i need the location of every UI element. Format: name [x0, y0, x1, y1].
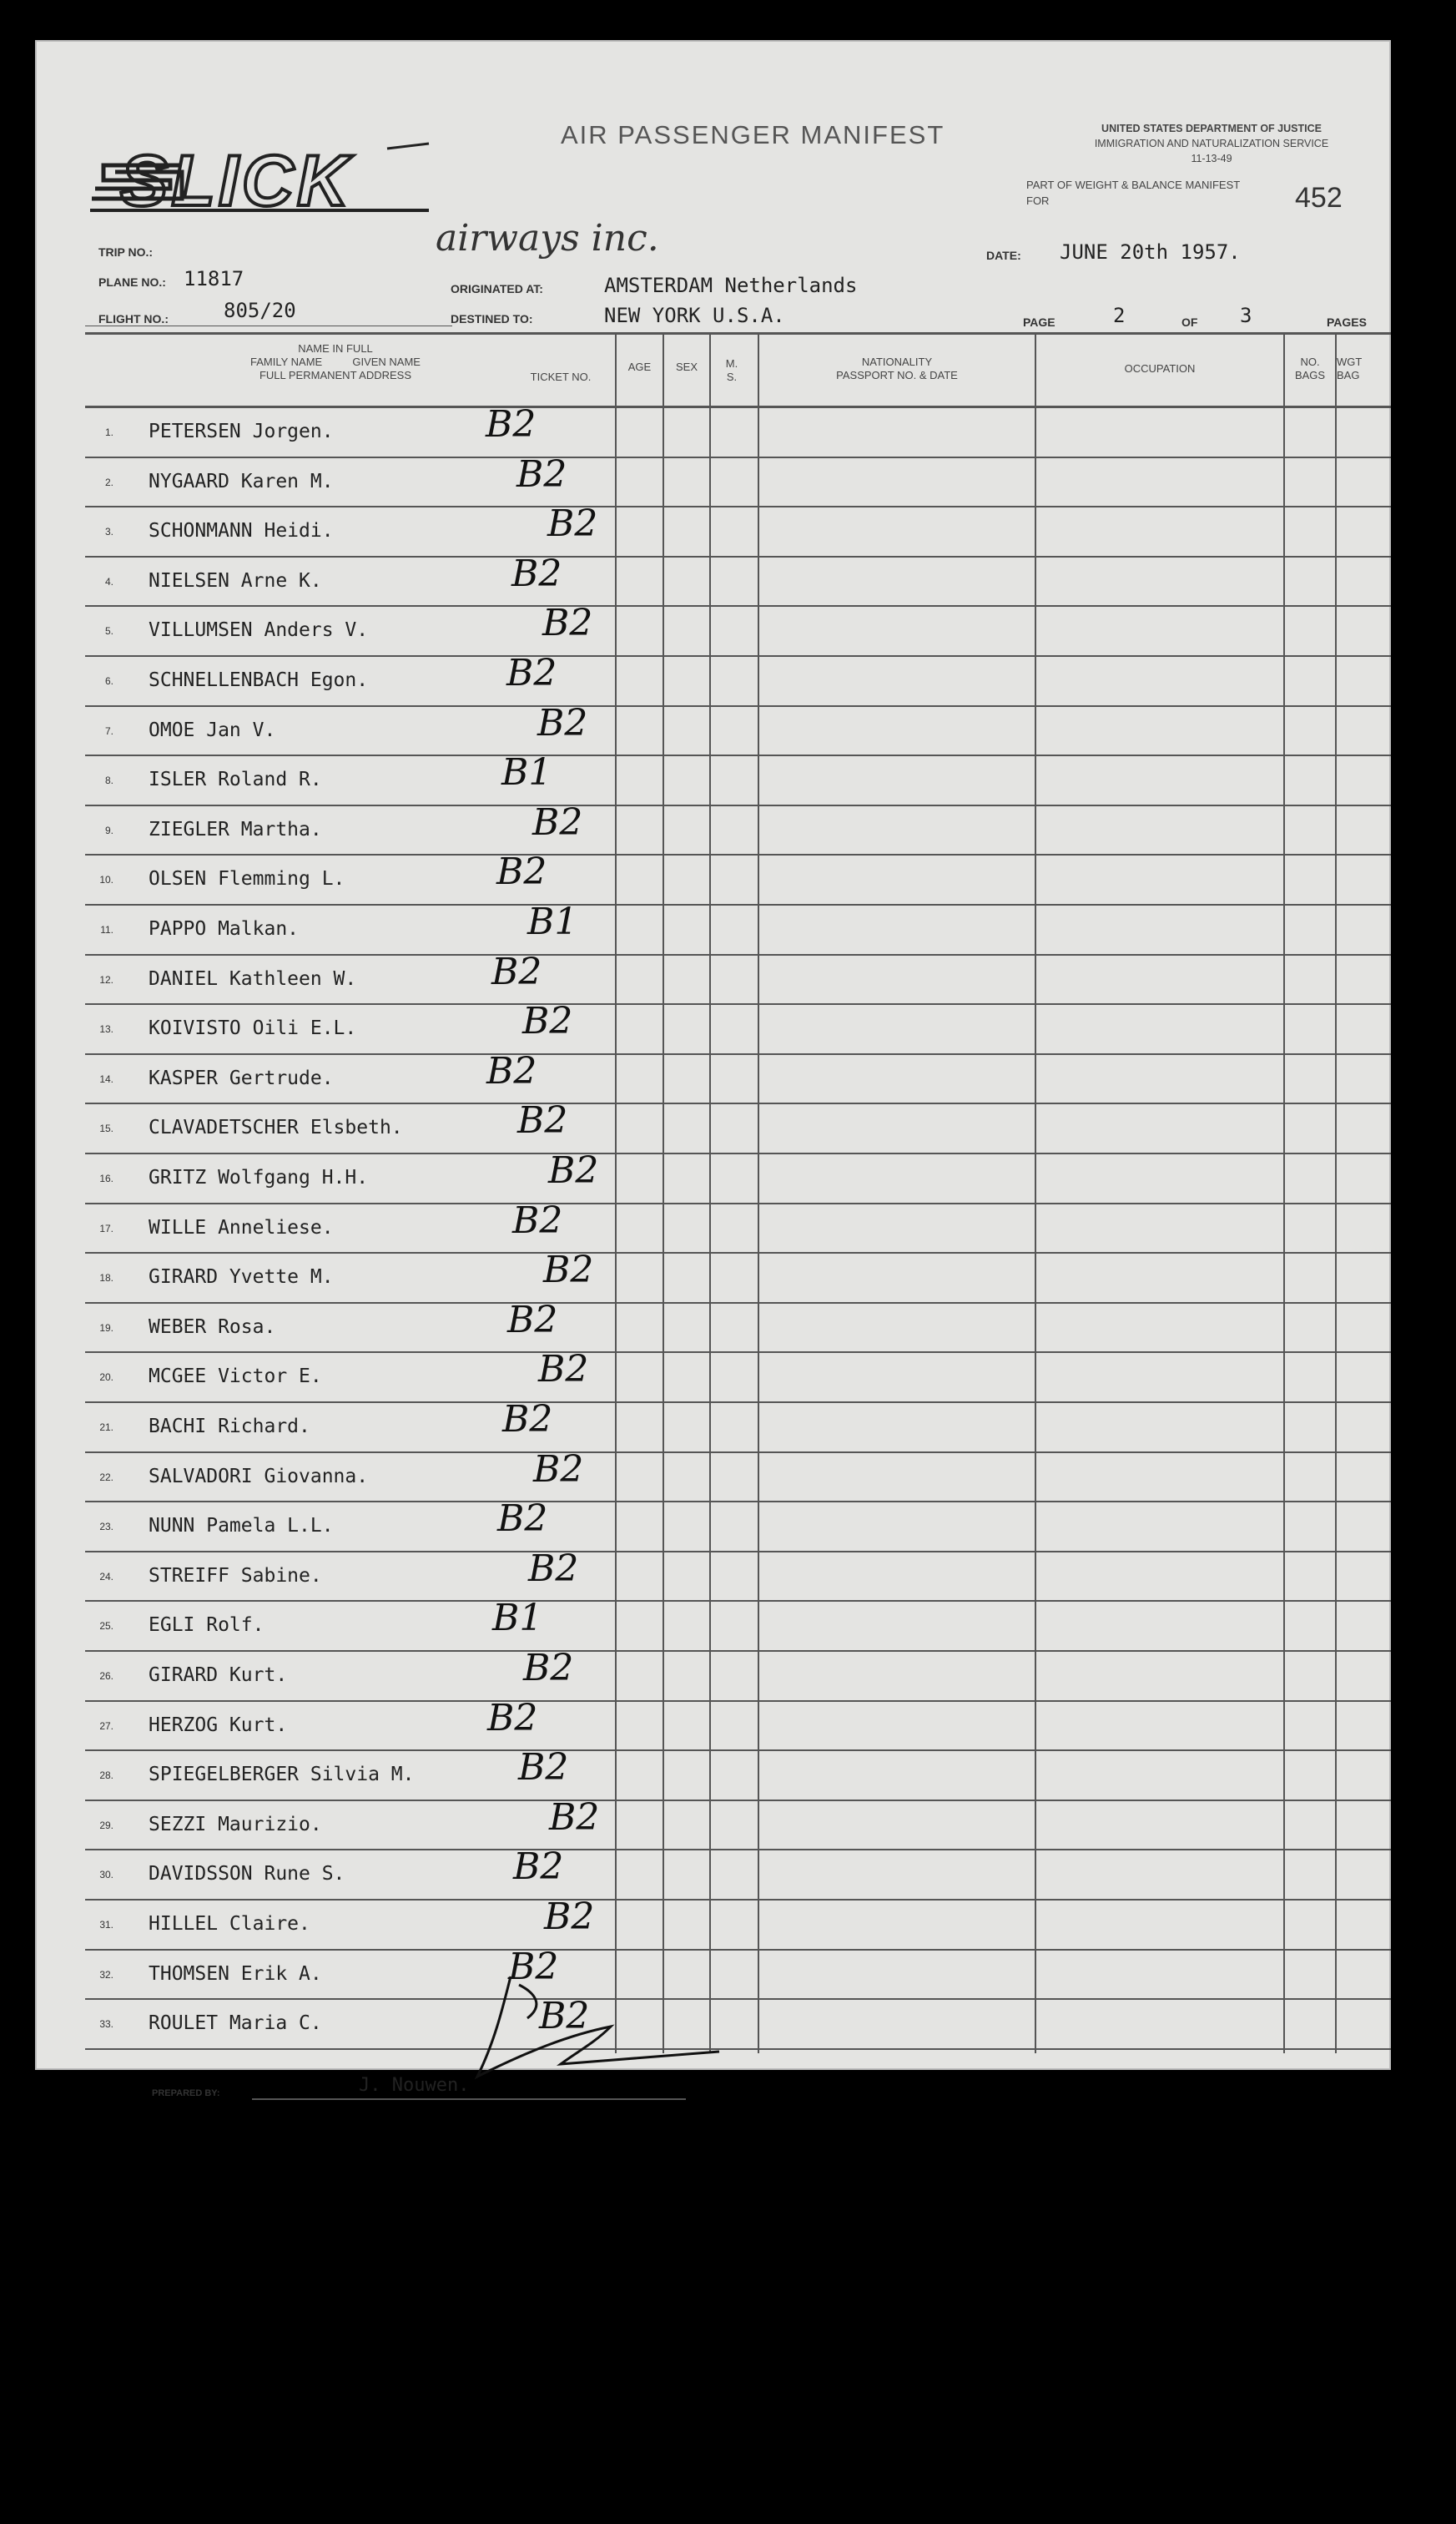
header-wgt [1337, 356, 1388, 382]
table-row [35, 452, 1391, 508]
row-number: 15. [99, 1123, 113, 1135]
passenger-name: DANIEL Kathleen W. [149, 967, 357, 990]
row-number: 26. [99, 1670, 113, 1682]
row-number: 7. [104, 724, 113, 737]
row-number: 3. [104, 526, 113, 538]
table-row [35, 1746, 1391, 1801]
ticket-handwritten: B2 [497, 1497, 548, 1541]
row-number: 1. [104, 427, 113, 438]
ticket-handwritten: B1 [501, 751, 552, 795]
header-nationality-line2: PASSPORT NO. & DATE [836, 369, 958, 381]
table-row [35, 800, 1391, 856]
row-number: 25. [99, 1620, 113, 1633]
row-number: 31. [99, 1919, 113, 1931]
ticket-handwritten: B2 [507, 1298, 558, 1341]
ticket-handwritten: B2 [544, 1896, 595, 1938]
table-row [35, 901, 1391, 956]
table-row [35, 1497, 1391, 1552]
form-date: 11-13-49 [1191, 153, 1232, 164]
passenger-name: KOIVISTO Oili E.L. [149, 1017, 357, 1040]
row-number: 16. [99, 1173, 113, 1184]
row-number: 6. [104, 675, 113, 687]
ticket-handwritten: B1 [527, 901, 578, 943]
passenger-name: PAPPO Malkan. [149, 918, 300, 940]
passenger-name: ISLER Roland R. [149, 769, 322, 791]
row-number: 24. [99, 1570, 113, 1583]
table-row [35, 950, 1391, 1006]
of-value: 3 [1240, 304, 1252, 327]
ticket-handwritten: B2 [547, 502, 598, 546]
row-number: 30. [99, 1869, 113, 1881]
ticket-handwritten: B2 [537, 701, 588, 745]
row-number: 19. [99, 1321, 113, 1334]
row-number: 18. [99, 1272, 113, 1285]
passenger-name: VILLUMSEN Anders V. [149, 619, 369, 642]
passenger-name: CLAVADETSCHER Elsbeth. [149, 1117, 403, 1139]
ticket-handwritten: B2 [508, 1945, 559, 1988]
flight-label: FLIGHT NO.: [98, 312, 169, 326]
prepared-underline [252, 2098, 686, 2100]
prepared-label: PREPARED BY: [152, 2088, 220, 2098]
date-label: DATE: [986, 249, 1021, 262]
ticket-handwritten: B2 [518, 1746, 569, 1790]
row-number: 14. [99, 1073, 113, 1085]
table-row [35, 1896, 1391, 1951]
form-title: AIR PASSENGER MANIFEST [561, 120, 945, 149]
carrier-script: airways inc. [436, 217, 659, 260]
destined-label: DESTINED TO: [451, 312, 533, 326]
table-row [35, 1149, 1391, 1204]
table-row [35, 502, 1391, 558]
ticket-handwritten: B2 [543, 1249, 594, 1292]
passenger-name: SALVADORI Giovanna. [149, 1465, 369, 1487]
ticket-handwritten: B2 [538, 1348, 589, 1391]
destined-value: NEW YORK U.S.A. [604, 304, 785, 327]
row-number: 10. [99, 874, 113, 886]
signature-flourish [427, 1960, 744, 2097]
ticket-handwritten: B2 [491, 950, 542, 993]
weight-balance-number: 452 [1295, 182, 1343, 214]
table-row [35, 1049, 1391, 1105]
row-number: 12. [99, 973, 113, 986]
row-number: 4. [104, 575, 113, 588]
page-value: 2 [1113, 304, 1126, 327]
header-sex: SEX [675, 361, 698, 373]
table-row [35, 1696, 1391, 1752]
passenger-name: MCGEE Victor E. [149, 1365, 322, 1388]
ticket-handwritten: B2 [517, 1099, 568, 1143]
ticket-handwritten: B2 [513, 1845, 564, 1889]
row-number: 22. [99, 1471, 113, 1483]
passenger-name: OMOE Jan V. [149, 719, 276, 741]
passenger-name: NIELSEN Arne K. [149, 569, 322, 592]
ticket-handwritten: B2 [506, 652, 557, 694]
row-number: 20. [99, 1371, 113, 1384]
passenger-name: HERZOG Kurt. [149, 1714, 288, 1736]
header-wgt-line1: WGT [1337, 356, 1363, 368]
header-name-line1: NAME IN FULL [298, 342, 373, 355]
department-name: UNITED STATES DEPARTMENT OF JUSTICE [1101, 123, 1322, 134]
ticket-handwritten: B1 [492, 1597, 543, 1640]
passenger-name: SPIEGELBERGER Silvia M. [149, 1764, 415, 1786]
plane-value: 11817 [184, 267, 244, 290]
passenger-name: SCHONMANN Heidi. [149, 520, 334, 543]
table-row [35, 602, 1391, 657]
passenger-name: WEBER Rosa. [149, 1315, 276, 1338]
page-label: PAGE [1023, 316, 1055, 329]
passenger-name: SEZZI Maurizio. [149, 1813, 322, 1835]
header-name-line3: FULL PERMANENT ADDRESS [259, 369, 412, 381]
row-number: 8. [104, 775, 113, 787]
table-row [35, 1547, 1391, 1603]
table-row [35, 1249, 1391, 1304]
passenger-name: ROULET Maria C. [149, 2012, 322, 2035]
header-name-line2: FAMILY NAME GIVEN NAME [250, 356, 421, 368]
passenger-name: HILLEL Claire. [149, 1913, 310, 1935]
table-row [35, 403, 1391, 458]
table-row [35, 1298, 1391, 1354]
ticket-handwritten: B2 [487, 1696, 538, 1739]
table-top-border [85, 332, 1391, 335]
header-bags-line1: NO. [1300, 356, 1320, 368]
table-row [35, 1447, 1391, 1503]
pages-label: PAGES [1327, 316, 1367, 329]
header-age: AGE [627, 361, 652, 373]
row-number: 32. [99, 1968, 113, 1981]
table-row [35, 552, 1391, 608]
table-row [35, 851, 1391, 906]
ticket-handwritten: B2 [486, 403, 537, 446]
trip-label: TRIP NO.: [98, 245, 154, 259]
row-number: 23. [99, 1521, 113, 1533]
table-row [35, 1845, 1391, 1901]
plane-label: PLANE NO.: [98, 275, 166, 289]
originated-label: ORIGINATED AT: [451, 282, 543, 295]
row-number: 28. [99, 1769, 113, 1782]
svg-text:SLICK: SLICK [120, 141, 352, 221]
table-row [35, 1398, 1391, 1453]
passenger-name: SCHNELLENBACH Egon. [149, 669, 369, 691]
ticket-handwritten: B2 [496, 851, 547, 894]
header-occupation: OCCUPATION [1124, 362, 1196, 375]
table-row [35, 1000, 1391, 1055]
passenger-name: KASPER Gertrude. [149, 1067, 334, 1089]
ticket-handwritten: B2 [486, 1049, 537, 1093]
ticket-handwritten: B2 [533, 1447, 584, 1491]
ticket-handwritten: B2 [522, 1000, 573, 1043]
passenger-name: NUNN Pamela L.L. [149, 1515, 334, 1537]
row-number: 17. [99, 1222, 113, 1234]
table-row [35, 1099, 1391, 1154]
weight-balance-label: PART OF WEIGHT & BALANCE MANIFEST FOR [1026, 179, 1240, 207]
passenger-name: PETERSEN Jorgen. [149, 421, 334, 442]
row-number: 2. [104, 476, 113, 488]
header-nationality-line1: NATIONALITY [861, 356, 933, 368]
ticket-handwritten: B2 [502, 1398, 553, 1441]
table-row [35, 701, 1391, 757]
carrier-logo [87, 140, 437, 227]
row-number: 33. [99, 2018, 113, 2031]
passenger-name: BACHI Richard. [149, 1416, 310, 1437]
of-label: OF [1181, 316, 1198, 329]
date-value: JUNE 20th 1957. [1060, 240, 1241, 264]
passenger-name: GRITZ Wolfgang H.H. [149, 1167, 369, 1189]
originated-value: AMSTERDAM Netherlands [604, 274, 858, 297]
prepared-value: J. Nouwen. [359, 2075, 470, 2096]
row-number: 27. [99, 1719, 113, 1732]
passenger-name: GIRARD Yvette M. [149, 1266, 334, 1289]
manifest-sheet [35, 40, 1391, 2098]
passenger-name: GIRARD Kurt. [149, 1664, 288, 1686]
passenger-name: EGLI Rolf. [149, 1614, 264, 1637]
row-number: 21. [99, 1421, 113, 1433]
flight-value: 805/20 [224, 299, 296, 322]
passenger-name: ZIEGLER Martha. [149, 818, 322, 840]
row-number: 13. [99, 1023, 113, 1036]
passenger-name: THOMSEN Erik A. [149, 1962, 322, 1985]
ticket-handwritten: B2 [528, 1547, 579, 1590]
ticket-handwritten: B2 [548, 1149, 599, 1192]
passenger-name: DAVIDSSON Rune S. [149, 1863, 345, 1885]
ticket-handwritten: B2 [511, 552, 562, 595]
table-row [35, 1647, 1391, 1702]
table-row [35, 751, 1391, 806]
passenger-name: STREIFF Sabine. [149, 1564, 322, 1587]
ticket-handwritten: B2 [512, 1199, 563, 1242]
ticket-handwritten: B2 [539, 1995, 590, 2038]
table-row [35, 1199, 1391, 1254]
header-name [160, 342, 511, 382]
ticket-handwritten: B2 [542, 602, 593, 645]
header-nationality [759, 356, 1035, 382]
header-ticket: TICKET NO. [530, 371, 592, 383]
department-block [1028, 121, 1395, 166]
table-row [35, 1795, 1391, 1851]
header-ms: M. S. [725, 357, 738, 383]
passenger-name: OLSEN Flemming L. [149, 868, 345, 891]
table-row [35, 1597, 1391, 1652]
ticket-handwritten: B2 [549, 1795, 600, 1839]
ticket-handwritten: B2 [516, 452, 567, 496]
row-number: 29. [99, 1819, 113, 1831]
header-wgt-line2: BAG [1337, 369, 1360, 381]
header-bags-line2: BAGS [1294, 369, 1326, 381]
header-bags [1285, 356, 1335, 382]
row-number: 5. [104, 625, 113, 638]
service-name: IMMIGRATION AND NATURALIZATION SERVICE [1094, 138, 1329, 149]
ticket-handwritten: B2 [532, 800, 583, 844]
ticket-handwritten: B2 [523, 1647, 574, 1689]
passenger-name: WILLE Anneliese. [149, 1216, 334, 1239]
row-number: 9. [104, 824, 113, 836]
table-row [35, 652, 1391, 707]
row-number: 11. [100, 924, 113, 936]
passenger-name: NYGAARD Karen M. [149, 470, 334, 492]
table-row [35, 1348, 1391, 1403]
